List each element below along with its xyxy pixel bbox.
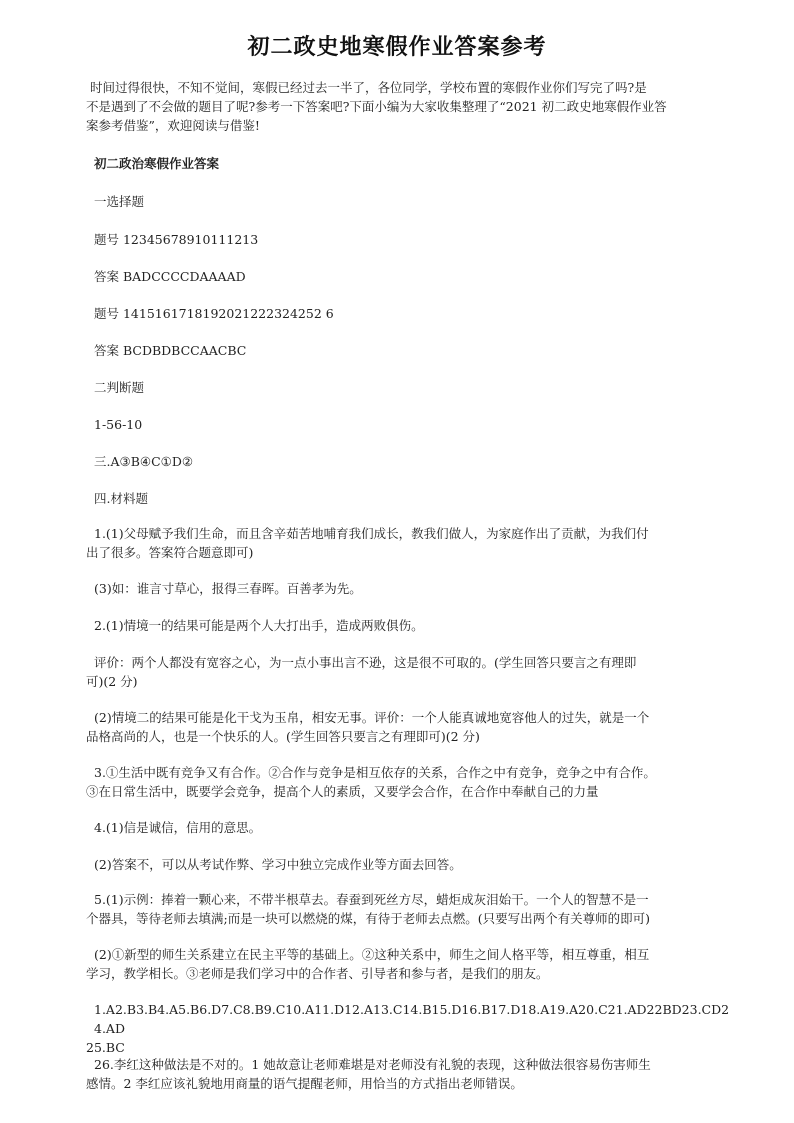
q4-part-2: (2)答案不，可以从考试作弊、学习中独立完成作业等方面去回答。: [94, 857, 462, 872]
q5-1-line-1: 5.(1)示例：捧着一颗心来，不带半根草去。春蚕到死丝方尽，蜡炬成灰泪始干。一个人的智慧不是一: [94, 892, 649, 907]
q26-line-1: 26.李红这种做法是不对的。1 她故意让老师难堪是对老师没有礼貌的表现，这种做法很容易伤害师生: [94, 1057, 651, 1072]
question-numbers-2: 题号 1415161718192021222324252 6: [94, 306, 334, 321]
history-answers: [86, 1000, 730, 1057]
intro-line-2: 不是遇到了不会做的题目了呢?参考一下答案吧?下面小编为大家收集整理了“2021 初二政史地寒假作业答: [86, 99, 667, 114]
q2-part-1: 2.(1)情境一的结果可能是两个人大打出手，造成两败俱伤。: [94, 618, 424, 633]
q2-eval-line-2: 可)(2 分): [86, 674, 138, 689]
q5-part-2: [86, 945, 730, 983]
q1-line-1: 1.(1)父母赋予我们生命，而且含辛茹苦地哺育我们成长，教我们做人，为家庭作出了贡献，为我们付: [94, 526, 649, 541]
q5-part-1: [86, 890, 730, 928]
q3-line-1: 3.①生活中既有竞争又有合作。②合作与竞争是相互依存的关系，合作之中有竞争，竞争之中有合作。: [94, 765, 656, 780]
q1-paragraph: [86, 524, 730, 562]
q2-2-line-2: 品格高尚的人，也是一个快乐的人。(学生回答只要言之有理即可)(2 分): [86, 729, 480, 744]
history-answers-line-1: 1.A2.B3.B4.A5.B6.D7.C8.B9.C10.A11.D12.A13.C14.B15.D16.B17.D18.A19.A20.C21.AD22BD23.CD24.AD: [94, 1002, 730, 1036]
intro-paragraph: [86, 78, 730, 135]
answers-2: 答案 BCDBDBCCAACBC: [94, 343, 247, 358]
material-heading: 四.材料题: [94, 491, 148, 506]
q4-part-1: 4.(1)信是诚信，信用的意思。: [94, 820, 262, 835]
question-numbers-1: 题号 12345678910111213: [94, 232, 259, 247]
q3-paragraph: [86, 763, 730, 801]
q2-evaluation: [86, 653, 730, 691]
q2-2-line-1: (2)情境二的结果可能是化干戈为玉帛，相安无事。评价：一个人能真诚地宽容他人的过失，就是一个: [94, 710, 650, 725]
q26-paragraph: [86, 1055, 730, 1093]
judgement-answers: 1-56-10: [94, 417, 143, 432]
q5-1-line-2: 个器具，等待老师去填满;而是一块可以燃烧的煤，有待于老师去点燃。(只要写出两个有关尊师的即可): [86, 911, 650, 926]
q2-eval-line-1: 评价：两个人都没有宽容之心，为一点小事出言不逊，这是很不可取的。(学生回答只要言之有理即: [94, 655, 637, 670]
matching-answers: 三.A③B④C①D②: [94, 454, 194, 469]
answers-1: 答案 BADCCCCDAAAAD: [94, 269, 246, 284]
history-answers-line-2: 25.BC: [86, 1040, 125, 1055]
q26-line-2: 感情。2 李红应该礼貌地用商量的语气提醒老师，用恰当的方式指出老师错误。: [86, 1076, 523, 1091]
q5-2-line-2: 学习，教学相长。③老师是我们学习中的合作者、引导者和参与者，是我们的朋友。: [86, 966, 549, 981]
intro-line-1: 时间过得很快，不知不觉间，寒假已经过去一半了，各位同学，学校布置的寒假作业你们写完了吗?是: [90, 80, 647, 95]
page-title: 初二政史地寒假作业答案参考: [247, 35, 547, 60]
choice-heading: 一选择题: [94, 194, 145, 209]
q2-part-2: [86, 708, 730, 746]
intro-line-3: 案参考借鉴”，欢迎阅读与借鉴!: [86, 118, 260, 133]
q1-part-3: (3)如：谁言寸草心，报得三春晖。百善孝为先。: [94, 581, 362, 596]
judgement-heading: 二判断题: [94, 380, 145, 395]
q1-line-2: 出了很多。答案符合题意即可): [86, 545, 254, 560]
section-heading: 初二政治寒假作业答案: [94, 156, 220, 171]
q3-line-2: ③在日常生活中，既要学会竞争，提高个人的素质，又要学会合作，在合作中奉献自己的力量: [86, 784, 599, 799]
q5-2-line-1: (2)①新型的师生关系建立在民主平等的基础上。②这种关系中，师生之间人格平等，相互尊重，相互: [94, 947, 650, 962]
